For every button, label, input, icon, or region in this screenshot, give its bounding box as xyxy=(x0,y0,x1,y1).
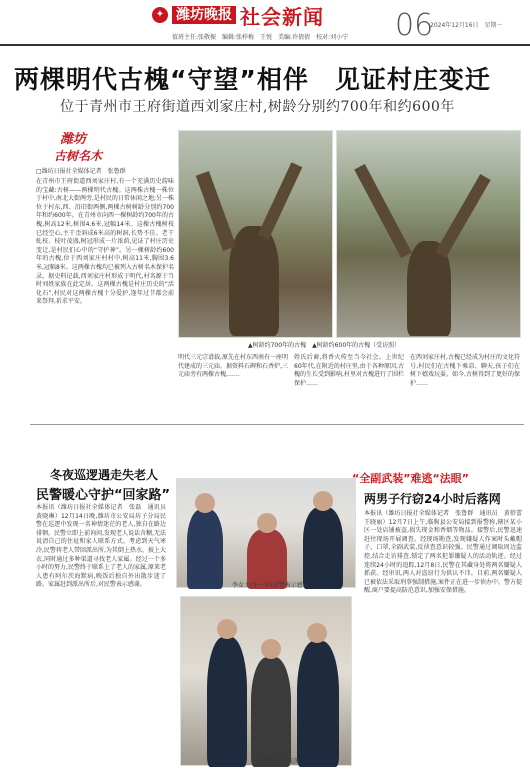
section-title: 社会新闻 xyxy=(240,4,324,29)
paper-logo xyxy=(152,4,324,29)
main-headline: 两棵明代古槐“守望”相伴 见证村庄变迁 xyxy=(14,65,491,94)
photo4-caption: 民警与老人交流。 xyxy=(258,758,307,765)
paper-logo-icon: ✦ xyxy=(152,7,168,23)
tree-photo-caption: ▲树龄约700年的古槐 ▲树龄约600年的古槐（受访照） xyxy=(248,342,401,349)
police-family-photo xyxy=(176,478,356,588)
page-number: 06 xyxy=(395,8,434,43)
photo3-caption: 李女士(左一)向民警表示感谢。 xyxy=(232,582,315,589)
brand-top-text: 潍坊 xyxy=(60,132,87,147)
main-story-column: 在青州市王府街道西刘家庄村,有一个充满历史韵味的宝藏:古树——两棵明代古槐。这两株古槐一株位于村中,南北大街两旁,是村民的日常休闲之地;另一株位于村东,西、沿旧街两侧,两棵古树树龄分别约700年和约600年。在青州市向西一棵树龄约700年的古槐,树高12米,树围4.6米,冠幅14米。这棵古槐树枝已经空心,主干歪斜成6米高的树洞,长势不佳。老干虬枝、枝叶茂盛,树冠形成一片浓荫,见证了村庄历史变迁,是村民们心中的“守护神”。另一棵树龄约600年的古槐,位于西刘家庄村村中,树高11米,胸围3.6米,冠幅8米。这两棵古槐均已被列入古树名木保护名录。据史料记载,西刘家庄村形成于明代,村名源于当时刘姓家族在此定居。这两棵古槐是村庄历史的“活化石”,村民对这两棵古槐十分爱护,逢年过节都会前来祭拜,祈求平安。 xyxy=(36,178,174,306)
story2-column: 本报讯（潍坊日报社全媒体记者 张磊 通讯员 黄晓琳）12月14日晚,潍坊市公安局坊子分局民警在巡逻中发现一名神情迷茫的老人,独自在路边徘徊。民警立即上前询问,发现老人说话含糊,无法说清自己的住址和家人联系方式。考虑到天气寒冷,民警将老人带回派出所,为其倒上热水、披上大衣,同时通过多种渠道寻找老人家属。经过一个多小时的努力,民警终于联系上了老人的家属,原来老人患有阿尔茨海默病,晚饭后独自外出散步迷了路。家属赶到派出所后,对民警表示感谢。 xyxy=(36,504,173,589)
section-divider xyxy=(30,424,524,425)
story3-title-line2: 两男子行窃24小时后落网 xyxy=(364,492,501,506)
story2-title-line1: 冬夜巡逻遇走失老人 xyxy=(50,468,159,482)
column-brand xyxy=(36,128,136,162)
story3-title-line1: “全副武装”难逃“法眼” xyxy=(352,472,469,485)
police-with-elder-photo xyxy=(180,596,352,766)
story3-column: 本报讯（潍坊日报社全媒体记者 张鲁群 通讯员 黄蓓蕾 王晓丽）12月7日上午,临朐县公安局接到报警称,辖区某小区一处店铺被盗,损失现金和香烟等物品。接警后,民警迅速赶往现场开展调查。经现场勘查,发现嫌疑人作案时头戴帽子、口罩,全副武装,反侦查意识较强。民警通过调取周边监控,结合走访排查,锁定了两名犯罪嫌疑人的活动轨迹。经过连续24小时的追踪,12月8日,民警在其藏身处将两名嫌疑人抓获。经审讯,两人对盗窃行为供认不讳。目前,两名嫌疑人已被依法采取刑事强制措施,案件正在进一步侦办中。警方提醒,商户要提高防范意识,加强安保措施。 xyxy=(364,510,529,595)
main-story-column: 姓氏后裔,将香火传至当今社会。上世纪60年代,在附近的村庄里,由于各种原因,古槐的生长受到影响,村里对古槐进行了围栏保护…… xyxy=(294,354,404,387)
ancient-tree-photo-1 xyxy=(178,130,333,338)
main-story-column: 在西刘家庄村,古槐已经成为村庄的文化符号,村民们在古槐下乘凉、聊天,孩子们在树下嬉戏玩耍。如今,古树得到了更好的保护…… xyxy=(410,354,520,387)
issue-date: 2024年12月16日 星期一 xyxy=(430,22,503,29)
brand-bottom-text: 古树名木 xyxy=(54,149,103,163)
story2-title-line2: 民警暖心守护“回家路” xyxy=(36,488,171,503)
main-byline: □潍坊日报社全媒体记者 张鲁群 xyxy=(36,168,126,175)
masthead xyxy=(0,0,530,46)
paper-name: 潍坊晚报 xyxy=(172,6,236,24)
ancient-tree-photo-2 xyxy=(336,130,521,338)
main-story-column: 明代三元宗谱载,原先在村东西南有一座明代建成的三元庙。据资料石碑和石香炉,三元庙旁有两棵古槐,…… xyxy=(178,354,288,379)
main-subhead: 位于青州市王府街道西刘家庄村,树龄分别约700年和约600年 xyxy=(60,99,455,115)
staff-credits: 值班主任:张敬振 编辑:张梓梅 王悦 美编:许倩倩 校对:刘小宁 xyxy=(172,34,349,41)
